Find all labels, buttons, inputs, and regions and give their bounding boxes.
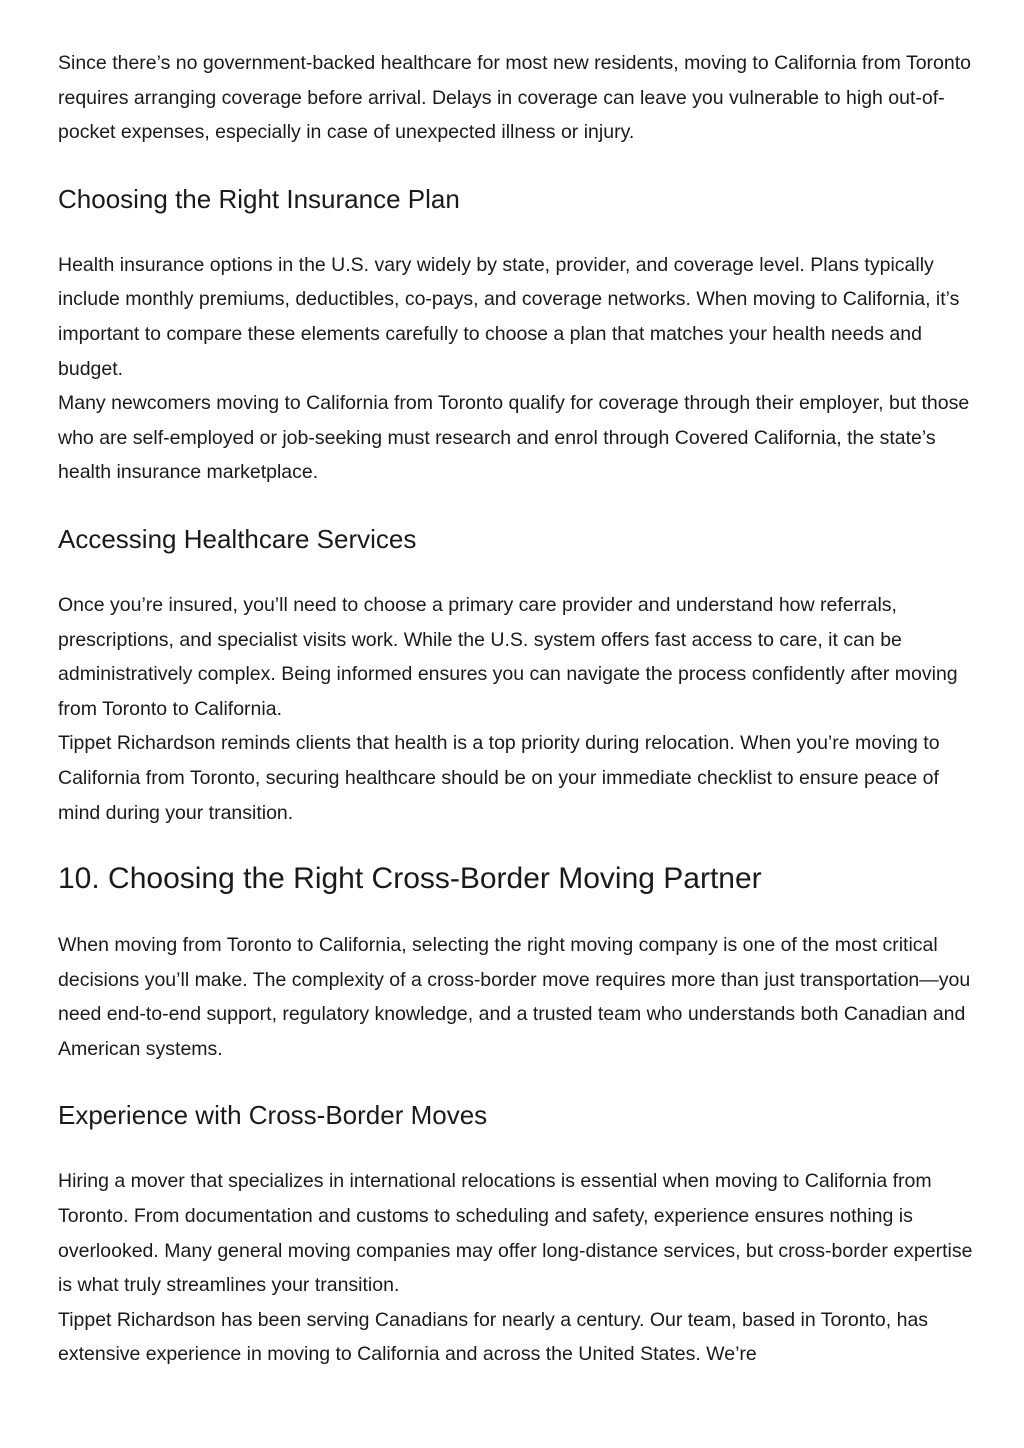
document-page (58, 46, 978, 1372)
experience-paragraph-2: Tippet Richardson has been serving Canadians for nearly a century. Our team, based in Toronto, has extensive experience in moving to California and across the United States. We’re (58, 1308, 929, 1366)
insurance-paragraph-1: Health insurance options in the U.S. vary widely by state, provider, and coverage level. Plans typically include monthly premiums, deductibles, co-pays, and coverage networks. When moving to California, it’s important to compare these elements carefully to choose a plan that matches your health needs and budget. (58, 253, 960, 380)
healthcare-heading: Accessing Healthcare Services (58, 523, 417, 554)
insurance-paragraph-2: Many newcomers moving to California from Toronto qualify for coverage through their employer, but those who are self-employed or job-seeking must research and enrol through Covered California, the state’s health insurance marketplace. (58, 392, 970, 484)
intro-paragraph: Since there’s no government-backed healthcare for most new residents, moving to California from Toronto requires arranging coverage before arrival. Delays in coverage can leave you vulnerable to high out-of-pocket expenses, especially in case of unexpected illness or injury. (58, 52, 971, 144)
healthcare-paragraph-2: Tippet Richardson reminds clients that health is a top priority during relocation. When you’re moving to California from Toronto, securing healthcare should be on your immediate checklist to ensure peace of mind during your transition. (58, 732, 940, 824)
section-10-paragraph: When moving from Toronto to California, selecting the right moving company is one of the most critical decisions you’ll make. The complexity of a cross-border move requires more than just transportation—you need end-to-end support, regulatory knowledge, and a trusted team who understands both Canadian and American systems. (58, 934, 971, 1060)
experience-paragraph-1: Hiring a mover that specializes in international relocations is essential when moving to California from Toronto. From documentation and customs to scheduling and safety, experience ensures nothing is overlooked. Many general moving companies may offer long-distance services, but cross-border expertise is what truly streamlines your transition. (58, 1170, 973, 1297)
experience-heading: Experience with Cross-Border Moves (58, 1100, 488, 1131)
section-10-heading: 10. Choosing the Right Cross-Border Moving Partner (58, 862, 762, 896)
healthcare-paragraph-1: Once you’re insured, you’ll need to choose a primary care provider and understand how referrals, prescriptions, and specialist visits work. While the U.S. system offers fast access to care, it can be administratively complex. Being informed ensures you can navigate the process confidently after moving from Toronto to California. (58, 593, 958, 720)
insurance-heading: Choosing the Right Insurance Plan (58, 183, 460, 214)
